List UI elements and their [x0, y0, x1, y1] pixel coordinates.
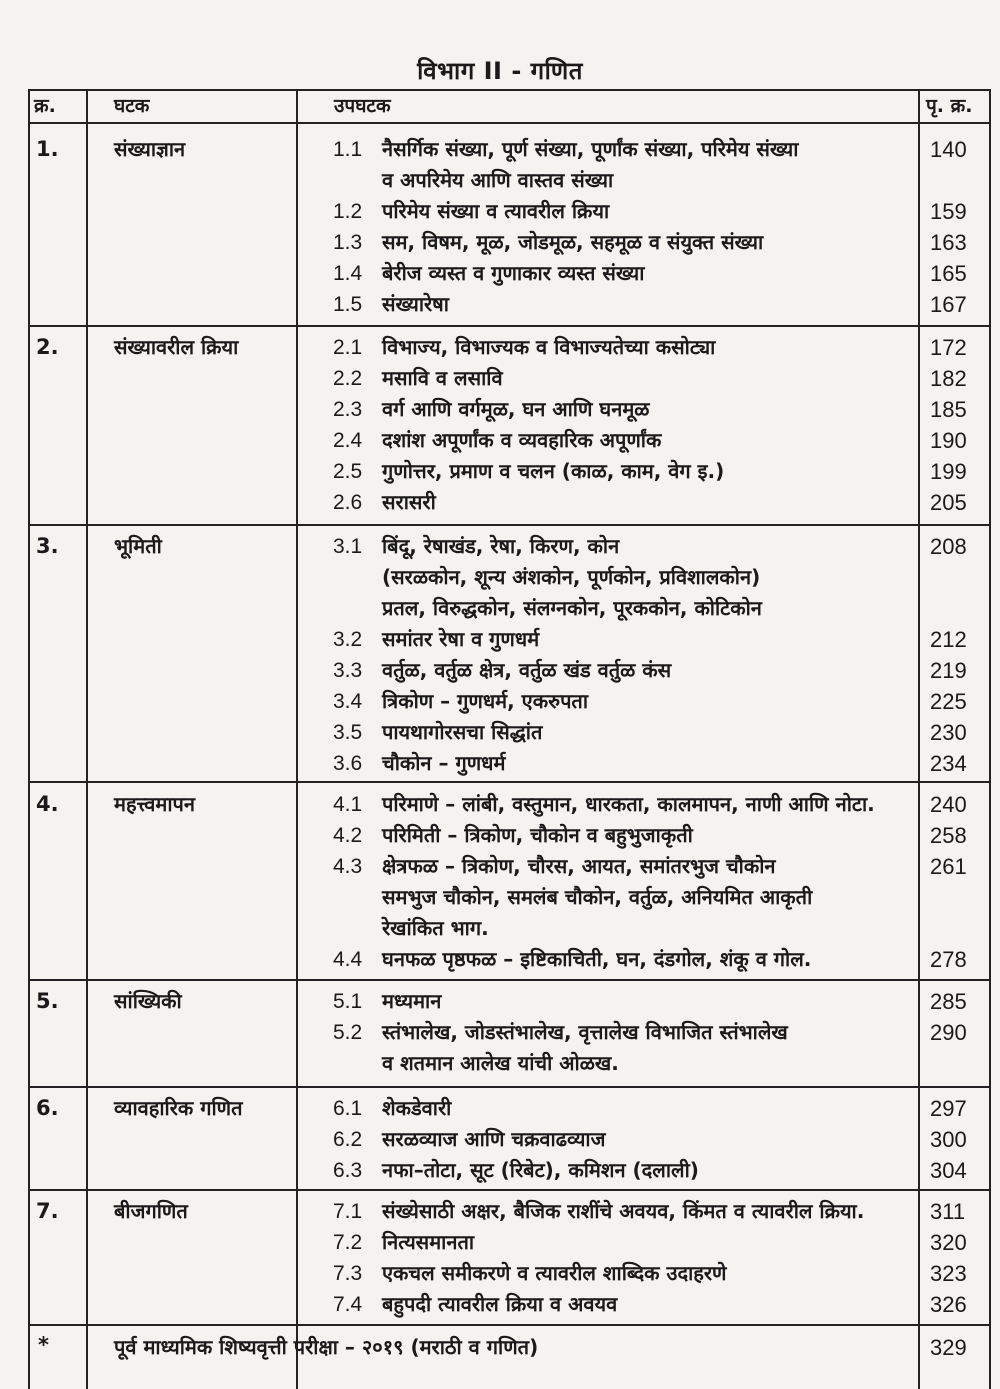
column-divider — [296, 89, 298, 1389]
subunit-text: सम, विषम, मूळ, जोडमूळ, सहमूळ व संयुक्त संख्या — [382, 230, 764, 254]
subunit-text: वर्ग आणि वर्गमूळ, घन आणि घनमूळ — [382, 397, 650, 421]
section-divider — [28, 979, 991, 981]
subunit-text: मध्यमान — [382, 989, 442, 1013]
subunit-text: संख्येसाठी अक्षर, बैजिक राशींचे अवयव, किंमत व त्यावरील क्रिया. — [382, 1199, 865, 1223]
header-page: पृ. क्र. — [926, 95, 973, 117]
page-number: 163 — [930, 230, 967, 255]
subunit-text: (सरळकोन, शून्य अंशकोन, पूर्णकोन, प्रविशालकोन) — [382, 565, 761, 589]
subunit-code: 1.4 — [333, 262, 363, 285]
page-number: 240 — [930, 792, 967, 817]
page-number: 165 — [930, 261, 967, 286]
subunit-text: दशांश अपूर्णांक व व्यवहारिक अपूर्णांक — [382, 428, 662, 452]
subunit-text: नैसर्गिक संख्या, पूर्ण संख्या, पूर्णांक संख्या, परिमेय संख्या — [382, 137, 799, 161]
page-number: 219 — [930, 658, 967, 683]
subunit-code: 3.5 — [333, 721, 363, 744]
header-no: क्र. — [34, 95, 56, 117]
subunit-code: 1.3 — [333, 231, 363, 254]
page-number: 140 — [930, 137, 967, 162]
subunit-text: सरासरी — [382, 490, 436, 514]
subunit-code: 2.2 — [333, 367, 363, 390]
subunit-text: एकचल समीकरणे व त्यावरील शाब्दिक उदाहरणे — [382, 1261, 727, 1285]
section-number: 5. — [36, 989, 59, 1013]
subunit-code: 5.2 — [333, 1021, 363, 1044]
column-divider — [918, 89, 920, 1389]
header-unit: घटक — [114, 95, 150, 117]
page-number: 167 — [930, 292, 967, 317]
page-number: 320 — [930, 1230, 967, 1255]
page-number: 304 — [930, 1158, 967, 1183]
subunit-text: नफा–तोटा, सूट (रिबेट), कमिशन (दलाली) — [382, 1158, 699, 1182]
page-number: 300 — [930, 1127, 967, 1152]
subunit-text: मसावि व लसावि — [382, 366, 503, 390]
page-number: 212 — [930, 627, 967, 652]
subunit-text: परिमिती – त्रिकोण, चौकोन व बहुभुजाकृती — [382, 823, 693, 847]
page-number: 190 — [930, 428, 967, 453]
subunit-text: गुणोत्तर, प्रमाण व चलन (काळ, काम, वेग इ.) — [382, 459, 725, 483]
subunit-text: सरळव्याज आणि चक्रवाढव्याज — [382, 1127, 606, 1151]
subunit-text: बेरीज व्यस्त व गुणाकार व्यस्त संख्या — [382, 261, 645, 285]
subunit-code: 2.3 — [333, 398, 363, 421]
section-number: 2. — [36, 335, 59, 359]
footer-text: पूर्व माध्यमिक शिष्यवृत्ती परीक्षा – २०१९ (मराठी व गणित) — [114, 1335, 539, 1359]
section-divider — [28, 325, 991, 327]
subunit-code: 3.3 — [333, 659, 363, 682]
section-divider — [28, 1189, 991, 1191]
page-number: 297 — [930, 1096, 967, 1121]
subunit-code: 2.6 — [333, 491, 363, 514]
subunit-code: 2.5 — [333, 460, 363, 483]
header-divider — [28, 122, 991, 124]
section-unit: महत्त्वमापन — [114, 792, 196, 816]
page-number: 278 — [930, 947, 967, 972]
footer-marker: * — [38, 1333, 49, 1357]
subunit-code: 4.1 — [333, 793, 363, 816]
subunit-text: समांतर रेषा व गुणधर्म — [382, 627, 540, 651]
subunit-code: 4.2 — [333, 824, 363, 847]
subunit-text: परिमेय संख्या व त्यावरील क्रिया — [382, 199, 610, 223]
subunit-code: 7.3 — [333, 1262, 363, 1285]
subunit-code: 4.3 — [333, 855, 363, 878]
section-divider — [28, 1324, 991, 1326]
footer-page: 329 — [930, 1335, 967, 1360]
subunit-text: क्षेत्रफळ – त्रिकोण, चौरस, आयत, समांतरभुज चौकोन — [382, 854, 776, 878]
subunit-code: 5.1 — [333, 990, 363, 1013]
page-number: 225 — [930, 689, 967, 714]
subunit-code: 1.5 — [333, 293, 363, 316]
subunit-code: 7.1 — [333, 1200, 363, 1223]
column-divider — [86, 89, 88, 1389]
section-number: 7. — [36, 1199, 59, 1223]
section-number: 4. — [36, 792, 59, 816]
page-number: 172 — [930, 335, 967, 360]
subunit-text: स्तंभालेख, जोडस्तंभालेख, वृत्तालेख विभाजित स्तंभालेख — [382, 1020, 788, 1044]
page-number: 208 — [930, 534, 967, 559]
subunit-text: नित्यसमानता — [382, 1230, 475, 1254]
subunit-text: चौकोन – गुणधर्म — [382, 751, 506, 775]
header-subunit: उपघटक — [334, 95, 391, 117]
section-number: 1. — [36, 137, 59, 161]
page-number: 326 — [930, 1292, 967, 1317]
subunit-code: 3.6 — [333, 752, 363, 775]
subunit-text: शेकडेवारी — [382, 1096, 452, 1120]
section-divider — [28, 781, 991, 783]
page-number: 205 — [930, 490, 967, 515]
page-number: 159 — [930, 199, 967, 224]
subunit-text: वर्तुळ, वर्तुळ क्षेत्र, वर्तुळ खंड वर्तुळ कंस — [382, 658, 672, 682]
subunit-text: रेखांकित भाग. — [382, 916, 489, 940]
subunit-code: 6.1 — [333, 1097, 363, 1120]
page-number: 323 — [930, 1261, 967, 1286]
subunit-text: समभुज चौकोन, समलंब चौकोन, वर्तुळ, अनियमित आकृती — [382, 885, 813, 909]
page-number: 290 — [930, 1020, 967, 1045]
section-divider — [28, 524, 991, 526]
section-divider — [28, 1086, 991, 1088]
subunit-code: 3.2 — [333, 628, 363, 651]
subunit-text: बिंदू, रेषाखंड, रेषा, किरण, कोन — [382, 534, 620, 558]
subunit-code: 3.1 — [333, 535, 363, 558]
page-number: 182 — [930, 366, 967, 391]
page-title: विभाग II - गणित — [417, 57, 583, 85]
section-unit: भूमिती — [114, 534, 162, 558]
subunit-text: व अपरिमेय आणि वास्तव संख्या — [382, 168, 614, 192]
subunit-code: 7.4 — [333, 1293, 363, 1316]
section-unit: संख्यावरील क्रिया — [114, 335, 239, 359]
section-number: 6. — [36, 1096, 59, 1120]
subunit-code: 2.1 — [333, 336, 363, 359]
page-number: 230 — [930, 720, 967, 745]
subunit-text: बहुपदी त्यावरील क्रिया व अवयव — [382, 1292, 618, 1316]
page-number: 234 — [930, 751, 967, 776]
section-unit: बीजगणित — [114, 1199, 188, 1223]
subunit-text: परिमाणे – लांबी, वस्तुमान, धारकता, कालमापन, नाणी आणि नोटा. — [382, 792, 875, 816]
page-number: 311 — [930, 1199, 966, 1224]
page-number: 199 — [930, 459, 967, 484]
subunit-code: 1.1 — [333, 138, 363, 161]
subunit-text: विभाज्य, विभाज्यक व विभाज्यतेच्या कसोट्या — [382, 335, 716, 359]
subunit-code: 6.3 — [333, 1159, 363, 1182]
subunit-code: 1.2 — [333, 200, 363, 223]
subunit-code: 3.4 — [333, 690, 363, 713]
page-number: 258 — [930, 823, 967, 848]
page-number: 185 — [930, 397, 967, 422]
subunit-code: 7.2 — [333, 1231, 363, 1254]
subunit-code: 6.2 — [333, 1128, 363, 1151]
subunit-text: पायथागोरसचा सिद्धांत — [382, 720, 543, 744]
subunit-text: संख्यारेषा — [382, 292, 449, 316]
subunit-code: 2.4 — [333, 429, 363, 452]
section-unit: व्यावहारिक गणित — [114, 1096, 243, 1120]
page-number: 261 — [930, 854, 967, 879]
subunit-text: त्रिकोण – गुणधर्म, एकरुपता — [382, 689, 589, 713]
section-unit: सांख्यिकी — [114, 989, 182, 1013]
section-unit: संख्याज्ञान — [114, 137, 186, 161]
section-number: 3. — [36, 534, 59, 558]
subunit-text: व शतमान आलेख यांची ओळख. — [382, 1051, 619, 1075]
subunit-text: घनफळ पृष्ठफळ – इष्टिकाचिती, घन, दंडगोल, शंकू व गोल. — [382, 947, 812, 971]
subunit-code: 4.4 — [333, 948, 363, 971]
subunit-text: प्रतल, विरुद्धकोन, संलग्नकोन, पूरककोन, कोटिकोन — [382, 596, 762, 620]
page-number: 285 — [930, 989, 967, 1014]
